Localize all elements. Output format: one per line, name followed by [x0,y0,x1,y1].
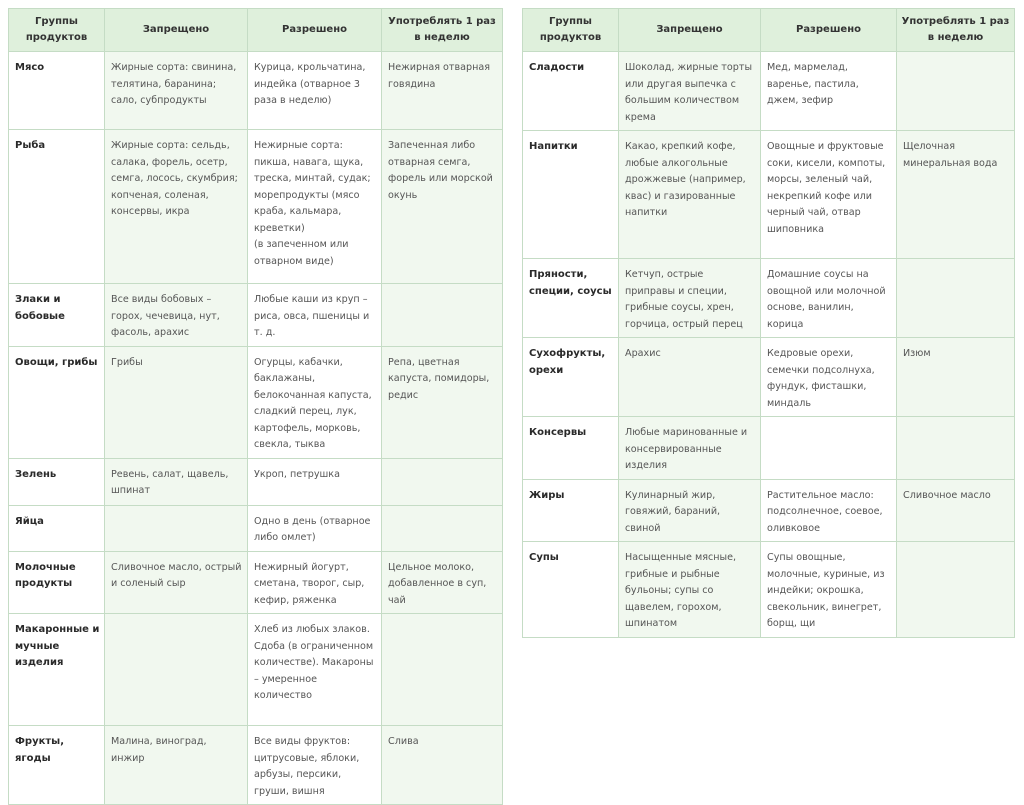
forbidden-cell: Кулинарный жир, говяжий, бараний, свиной [619,479,761,542]
allowed-cell: Кедровые орехи, семечки подсолнуха, фундук, фисташки, миндаль [761,338,897,417]
header-allowed: Разрешено [248,9,382,52]
weekly-cell [382,458,503,505]
table-row [9,551,503,614]
table-row [523,417,1015,480]
weekly-cell [897,417,1015,480]
allowed-cell: Нежирные сорта: пикша, навага, щука, треска, минтай, судак; морепродукты (мясо краба, кальмара, креветки) (в запеченном или отварном виде) [248,130,382,284]
header-weekly: Употреблять 1 раз в неделю [897,9,1015,52]
forbidden-cell: Ревень, салат, щавель, шпинат [105,458,248,505]
weekly-cell: Запеченная либо отварная семга, форель или морской окунь [382,130,503,284]
table-row [523,479,1015,542]
weekly-cell: Цельное молоко, добавленное в суп, чай [382,551,503,614]
weekly-cell: Слива [382,726,503,805]
table-row [523,542,1015,638]
group-cell: Зелень [9,458,105,505]
group-cell: Сухофрукты, орехи [523,338,619,417]
group-cell: Злаки и бобовые [9,284,105,347]
group-cell: Фрукты, ягоды [9,726,105,805]
food-table-right [522,8,1015,638]
forbidden-cell: Малина, виноград, инжир [105,726,248,805]
header-forbidden: Запрещено [105,9,248,52]
weekly-cell: Изюм [897,338,1015,417]
group-cell: Пряности, специи, соусы [523,259,619,338]
forbidden-cell: Жирные сорта: сельдь, салака, форель, осетр, семга, лосось, скумбрия; копченая, соленая, консервы, икра [105,130,248,284]
group-cell: Макаронные и мучные изделия [9,614,105,726]
forbidden-cell [105,614,248,726]
table-row [9,130,503,284]
table-row [523,52,1015,131]
allowed-cell: Одно в день (отварное либо омлет) [248,505,382,551]
weekly-cell: Щелочная минеральная вода [897,131,1015,259]
forbidden-cell: Шоколад, жирные торты или другая выпечка с большим количеством крема [619,52,761,131]
table-row [523,259,1015,338]
allowed-cell: Все виды фруктов: цитрусовые, яблоки, арбузы, персики, груши, вишня [248,726,382,805]
allowed-cell: Мед, мармелад, варенье, пастила, джем, зефир [761,52,897,131]
group-cell: Овощи, грибы [9,346,105,458]
group-cell: Яйца [9,505,105,551]
forbidden-cell: Арахис [619,338,761,417]
weekly-cell [382,505,503,551]
forbidden-cell [105,505,248,551]
table-row [9,52,503,130]
forbidden-cell: Насыщенные мясные, грибные и рыбные бульоны; супы со щавелем, горохом, шпинатом [619,542,761,638]
allowed-cell [761,417,897,480]
group-cell: Сладости [523,52,619,131]
allowed-cell: Укроп, петрушка [248,458,382,505]
food-table-left [8,8,503,805]
forbidden-cell: Сливочное масло, острый и соленый сыр [105,551,248,614]
allowed-cell: Хлеб из любых злаков. Сдоба (в ограниченном количестве). Макароны – умеренное количество [248,614,382,726]
table-row [523,338,1015,417]
weekly-cell [382,284,503,347]
group-cell: Рыба [9,130,105,284]
weekly-cell [897,542,1015,638]
forbidden-cell: Грибы [105,346,248,458]
table-row [9,346,503,458]
group-cell: Напитки [523,131,619,259]
weekly-cell [897,52,1015,131]
header-groups: Группы продуктов [523,9,619,52]
table-row [523,131,1015,259]
allowed-cell: Нежирный йогурт, сметана, творог, сыр, кефир, ряженка [248,551,382,614]
allowed-cell: Огурцы, кабачки, баклажаны, белокочанная капуста, сладкий перец, лук, картофель, морковь, свекла, тыква [248,346,382,458]
forbidden-cell: Все виды бобовых – горох, чечевица, нут, фасоль, арахис [105,284,248,347]
allowed-cell: Растительное масло: подсолнечное, соевое, оливковое [761,479,897,542]
weekly-cell [382,614,503,726]
group-cell: Супы [523,542,619,638]
weekly-cell: Нежирная отварная говядина [382,52,503,130]
allowed-cell: Любые каши из круп – риса, овса, пшеницы и т. д. [248,284,382,347]
weekly-cell [897,259,1015,338]
table-row [9,614,503,726]
header-forbidden: Запрещено [619,9,761,52]
group-cell: Жиры [523,479,619,542]
allowed-cell: Супы овощные, молочные, куриные, из индейки; окрошка, свекольник, винегрет, борщ, щи [761,542,897,638]
group-cell: Мясо [9,52,105,130]
forbidden-cell: Любые маринованные и консервированные изделия [619,417,761,480]
weekly-cell: Репа, цветная капуста, помидоры, редис [382,346,503,458]
table-row [9,284,503,347]
header-allowed: Разрешено [761,9,897,52]
allowed-cell: Домашние соусы на овощной или молочной основе, ванилин, корица [761,259,897,338]
forbidden-cell: Какао, крепкий кофе, любые алкогольные дрожжевые (например, квас) и газированные напитки [619,131,761,259]
forbidden-cell: Жирные сорта: свинина, телятина, баранина; сало, субпродукты [105,52,248,130]
allowed-cell: Курица, крольчатина, индейка (отварное 3 раза в неделю) [248,52,382,130]
group-cell: Консервы [523,417,619,480]
table-row [9,458,503,505]
group-cell: Молочные продукты [9,551,105,614]
header-weekly: Употреблять 1 раз в неделю [382,9,503,52]
table-row [9,726,503,805]
weekly-cell: Сливочное масло [897,479,1015,542]
header-groups: Группы продуктов [9,9,105,52]
table-row [9,505,503,551]
allowed-cell: Овощные и фруктовые соки, кисели, компоты, морсы, зеленый чай, некрепкий кофе или черный чай, отвар шиповника [761,131,897,259]
forbidden-cell: Кетчуп, острые приправы и специи, грибные соусы, хрен, горчица, острый перец [619,259,761,338]
